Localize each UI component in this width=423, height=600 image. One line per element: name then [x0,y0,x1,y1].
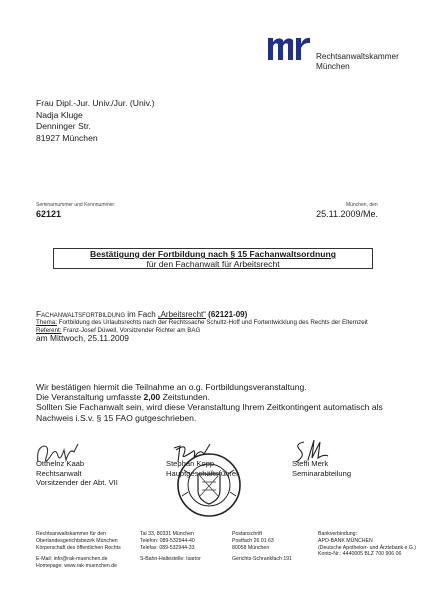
footer-contact [36,556,117,570]
body-paragraph-2 [36,392,406,402]
course-heading-code: (62121-09) [205,310,248,319]
recipient-address [36,98,155,144]
hours-suffix: Zeitstunden. [160,392,210,403]
footer-fax: Telefax: 089-532944-33 [140,544,195,551]
course-details [36,310,396,343]
body-paragraph-3: Sollten Sie Fachanwalt sein, wird diese Veranstaltung Ihrem Zeitkontingent automatisch als Nachweis i.S.v. § 15 FAO gutgeschrieben. [36,402,383,423]
hours-value: 2,00 [143,392,161,403]
footer-homepage[interactable]: Homepage: www.rak-muenchen.de [36,562,118,569]
rak-logo-mark [268,34,310,64]
signature-1-name: Otthelnz Kaab [36,459,85,468]
footer-address [140,531,195,551]
signature-1-role2: Vorsitzender der Abt. VII [36,478,118,488]
footer-bank-account: Konto-Nr.: 4440005 BLZ 700 906 06 [318,551,402,558]
org-name-line1: Rechtsanwaltskammer [316,52,399,61]
signature-1-role: Rechtsanwalt [36,468,82,478]
course-date: am Mittwoch, 25.11.2009 [36,333,129,344]
footer-street: Tal 33, 80331 München [140,531,194,537]
signature-3-name: Steffi Merk [292,459,329,468]
footer-postal-city: 80058 München [232,544,270,551]
footer-bank-name: APO-BANK MÜNCHEN [318,537,373,544]
recipient-line2: Nadja Kluge [36,109,83,120]
footer-phone: Telefon: 089-532944-40 [140,537,195,544]
recipient-line4: 81927 München [36,132,98,143]
org-name-line2: München [316,62,350,71]
signature-2-caption [166,459,239,478]
letterhead-org-name [316,52,399,72]
footer-postal-box: Postfach 26 01 63 [232,537,274,544]
footer-bank-label: Bankverbindung: [318,531,357,537]
reference-number: 62121 [36,209,62,219]
course-heading-type: Fachanwaltsfortbildung [36,309,126,319]
document-date: 25.11.2009/Me. [316,209,378,219]
footer-email[interactable]: E-Mail: info@rak-muenchen.de [36,556,108,562]
course-heading [36,310,396,319]
footer-court-box: Gerichts-Schrankfach 191 [232,556,292,562]
course-theme [36,319,396,327]
footer-postal-label: Postanschrift [232,531,262,537]
hours-prefix: Die Veranstaltung umfasste [36,392,144,403]
speaker-label: Referent: [36,326,62,334]
signature-3-caption [292,459,351,478]
certificate-title: Bestätigung der Fortbildung nach § 15 Fachanwaltsordnung [90,249,336,259]
body-paragraph-1: Wir bestätigen hiermit die Teilnahme an o.g. Fortbildungsveranstaltung. [36,382,307,392]
footer-org-line: Körperschaft des öffentlichen Rechts [36,544,121,551]
theme-label: Thema: [36,319,57,326]
footer-postal [232,531,274,551]
signature-2-name: Stephan Kopp [166,459,215,468]
confirmation-body [36,382,406,423]
footer-bank-fullname: (Deutsche Apotheker- und Ärztebank e.G.) [318,544,417,551]
recipient-line3: Denninger Str. [36,121,91,131]
speaker-text: Franz-Josef Düwell, Vorsitzender Richter am BAG [61,326,201,334]
theme-text: Fortbildung des Urlaubsrechts nach der Rechtssache Schultz-Hoff und Fortentwicklung des Rechts der Elternzeit [56,319,368,326]
date-label: München, den [346,202,378,208]
footer-org-info [36,531,121,551]
footer-org-line: Oberlandesgerichtsbezirk München [36,537,118,544]
course-heading-mid: im Fach [125,310,158,319]
footer-transit: S-Bahn-Haltestelle: Isartor [140,556,201,562]
signature-1-caption [36,459,118,488]
subtitle-prefix: für den Fachanwalt für [146,258,234,269]
certificate-subtitle [54,260,372,270]
subtitle-field: Arbeitsrecht [233,258,280,269]
signature-2-role: Hauptgeschäftsführer [166,468,239,478]
footer-org-line: Rechtsanwaltskammer für den [36,531,107,537]
recipient-line1: Frau Dipl.-Jur. Univ./Jur. (Univ.) [36,98,155,108]
footer-bank [318,531,416,558]
reference-label: Seminarnummer und Kennnummer: [36,202,116,208]
course-heading-field: „Arbeitsrecht“ [157,310,206,319]
signature-3-role: Seminarabteilung [292,468,352,478]
certificate-title-box [53,248,373,269]
